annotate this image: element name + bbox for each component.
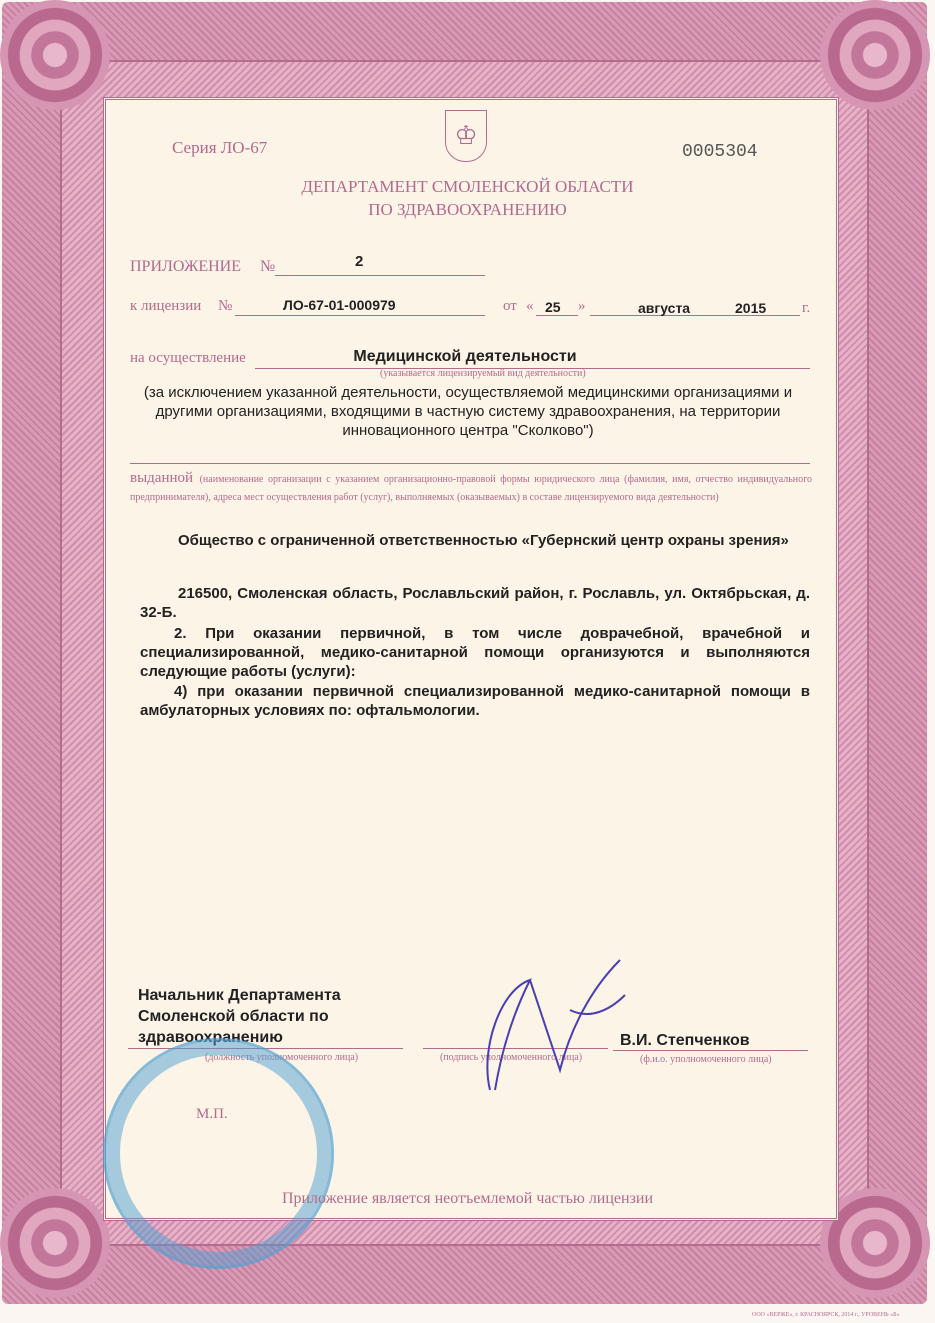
item-2: 2. При оказании первичной, в том числе доврачебной, врачебной и специализированной, медико-санитарной помощи организуются и выполняются следующие работы (услуги): xyxy=(140,625,810,680)
license-number: ЛО-67-01-000979 xyxy=(283,297,396,313)
license-month: августа xyxy=(638,300,691,316)
corner-rosette-icon xyxy=(820,0,930,110)
year-suffix: г. xyxy=(802,300,811,316)
organization-name: Общество с ограниченной ответственностью «Губернский центр охраны зрения» xyxy=(178,532,789,549)
activity-label: на осуществление xyxy=(130,350,246,366)
official-seal xyxy=(103,1038,334,1269)
activity-note: (за исключением указанной деятельности, осуществляемой медицинскими организациями и другими организациями, входящими в частную систему здравоохранения, на территории инновационного центра "Сколково") xyxy=(143,384,793,439)
position-hint: (должность уполномоченного лица) xyxy=(205,1052,359,1063)
activity-value: Медицинской деятельности xyxy=(353,348,577,365)
number-sign: № xyxy=(218,298,233,314)
issued-block xyxy=(130,470,812,506)
license-label: к лицензии xyxy=(130,298,202,314)
item-4: 4) при оказании первичной специализированной медико-санитарной помощи в амбулаторных условиях по: офтальмологии. xyxy=(140,683,810,719)
footer-note: Приложение является неотъемлемой частью лицензии xyxy=(281,1190,654,1207)
organization-address: 216500, Смоленская область, Рославльский район, г. Рославль, ул. Октябрьская, д. 32-Б. xyxy=(140,585,810,621)
series: Серия ЛО-67 xyxy=(172,138,268,157)
signer-name: В.И. Степченков xyxy=(620,1032,750,1049)
appendix-label: ПРИЛОЖЕНИЕ xyxy=(130,258,242,275)
appendix-number: 2 xyxy=(355,253,364,270)
corner-rosette-icon xyxy=(0,0,110,110)
issued-hint: (наименование организации с указанием организационно-правовой формы юридического лица (фамилия, имя, отчество индивидуального предпринимателя), адреса мест осуществления работ (услуг), выполняемых (оказываемых) в составе лицензируемого вида деятельности) xyxy=(130,474,812,503)
department-title-1: ДЕПАРТАМЕНТ СМОЛЕНСКОЙ ОБЛАСТИ xyxy=(301,177,634,196)
number-sign: № xyxy=(260,258,276,275)
quote-open: « xyxy=(526,298,534,314)
issued-label: выданной xyxy=(130,470,194,486)
activity-hint: (указывается лицензируемый вид деятельности) xyxy=(380,368,586,379)
department-title-2: ПО ЗДРАВООХРАНЕНИЮ xyxy=(368,200,567,219)
printer-info: ООО «ВЕРЖЕ», г. КРАСНОЯРСК, 2014 г., УРОВЕНЬ «Б» xyxy=(752,1312,900,1318)
quote-close: » xyxy=(578,298,586,314)
from-label: от xyxy=(503,298,517,314)
coat-of-arms-icon: ♔ xyxy=(445,110,487,162)
form-number: 0005304 xyxy=(682,142,758,162)
license-day: 25 xyxy=(545,299,561,315)
stamp-place: М.П. xyxy=(196,1106,228,1122)
signer-position: Начальник Департамента Смоленской области по здравоохранению xyxy=(138,987,341,1046)
name-hint: (ф.и.о. уполномоченного лица) xyxy=(640,1054,772,1065)
signature-hint: (подпись уполномоченного лица) xyxy=(440,1052,583,1063)
handwritten-signature xyxy=(420,950,640,1100)
license-year: 2015 xyxy=(735,300,767,316)
